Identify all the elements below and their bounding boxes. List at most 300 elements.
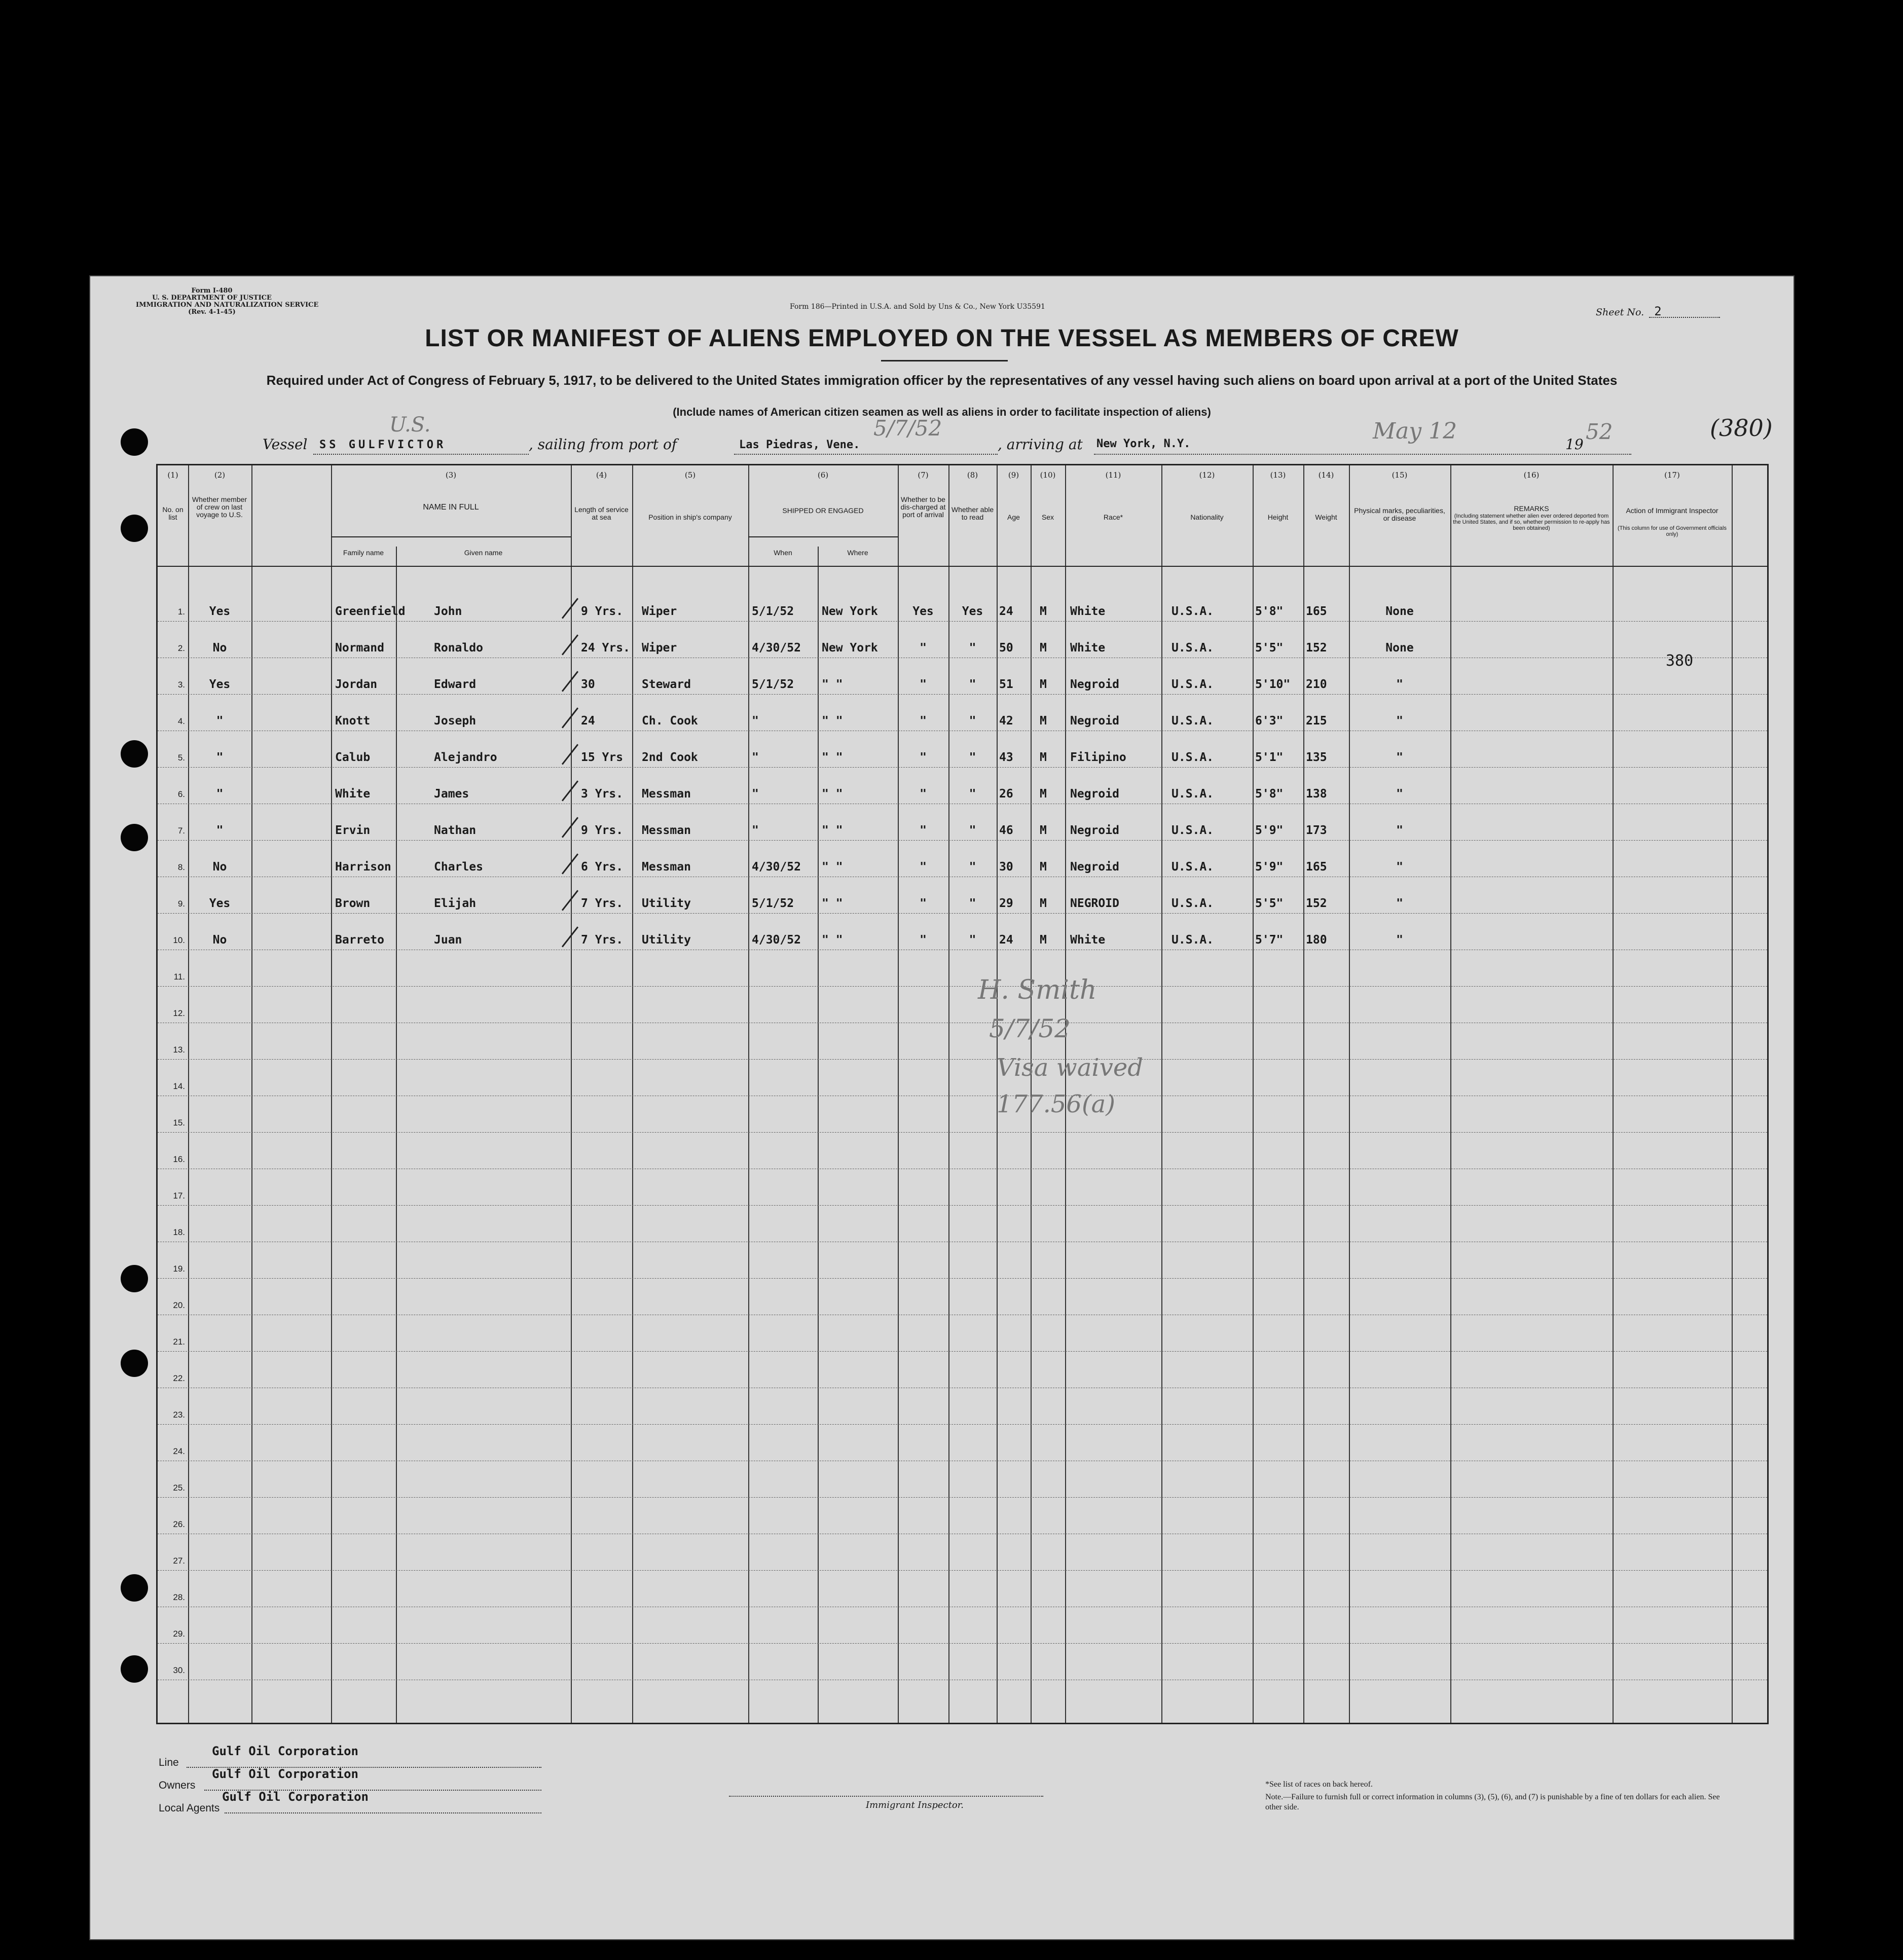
cell-marks: ": [1396, 824, 1403, 837]
col-num-2: (2): [214, 470, 226, 480]
cell-height: 5'9": [1255, 824, 1284, 837]
cell-weight: 215: [1306, 714, 1327, 728]
cell-height: 6'3": [1255, 714, 1284, 728]
cell-when: ": [752, 751, 759, 764]
cell-service: 6 Yrs.: [581, 860, 624, 874]
row-rule: [158, 694, 1767, 695]
cell-position: Messman: [642, 860, 691, 874]
row-rule: [158, 1497, 1767, 1498]
row-rule: [158, 1643, 1767, 1644]
row-number: 29.: [173, 1629, 185, 1639]
cell-marks: ": [1396, 897, 1403, 910]
cell-prev: ": [216, 787, 224, 801]
row-number: 8.: [177, 862, 185, 872]
cell-discharged: ": [920, 824, 927, 837]
cell-when: ": [752, 824, 759, 837]
row-number: 10.: [173, 935, 185, 945]
form-number: Form I-480: [191, 287, 233, 295]
col-header-where: Where: [847, 549, 868, 557]
port-to: New York, N.Y.: [1096, 438, 1191, 450]
cell-where: " ": [822, 751, 843, 764]
col-header-height: Height: [1267, 513, 1289, 521]
cell-service: 24 Yrs.: [581, 641, 630, 655]
cell-where: " ": [822, 860, 843, 874]
cell-position: Messman: [642, 824, 691, 837]
cell-weight: 152: [1306, 641, 1327, 655]
col-header-sex: Sex: [1041, 513, 1054, 521]
col-num-1: (1): [167, 470, 178, 480]
cell-when: 4/30/52: [752, 641, 801, 655]
cell-discharged: ": [920, 678, 927, 691]
col-header-previous-voyage: Whether member of crew on last voyage to U.S.: [192, 495, 247, 519]
tick-mark: [562, 598, 578, 619]
cell-age: 24: [999, 933, 1013, 947]
cell-given: Alejandro: [434, 751, 497, 764]
row-rule: [158, 877, 1767, 878]
cell-read: ": [969, 751, 976, 764]
col-header-action-note: (This column for use of Government officials only): [1618, 525, 1727, 537]
col-num-4: (4): [596, 470, 607, 480]
row-number: 27.: [173, 1556, 185, 1566]
cell-service: 3 Yrs.: [581, 787, 624, 801]
cell-sex: M: [1040, 860, 1047, 874]
row-rule: [158, 1132, 1767, 1133]
cell-marks: ": [1396, 714, 1403, 728]
cell-service: 9 Yrs.: [581, 605, 624, 618]
col-num-10: (10): [1040, 470, 1056, 480]
footer-races-note: *See list of races on back hereof.: [1265, 1780, 1373, 1789]
col-header-position: Position in ship's company: [648, 513, 732, 521]
cell-weight: 152: [1306, 897, 1327, 910]
cell-age: 43: [999, 751, 1013, 764]
cell-read: ": [969, 787, 976, 801]
row-rule: [158, 986, 1767, 987]
tick-mark: [562, 707, 578, 728]
row-rule: [158, 1461, 1767, 1462]
cell-read: Yes: [962, 605, 983, 618]
cell-position: Messman: [642, 787, 691, 801]
cell-family: Harrison: [335, 860, 391, 874]
cell-family: Knott: [335, 714, 371, 728]
inspector-mark: 380: [1666, 652, 1694, 670]
cell-nationality: U.S.A.: [1172, 824, 1214, 837]
cell-race: White: [1070, 933, 1106, 947]
cell-family: Calub: [335, 751, 371, 764]
cell-where: " ": [822, 824, 843, 837]
cell-where: " ": [822, 933, 843, 947]
hand-visa-note: Visa waived: [997, 1054, 1143, 1082]
row-number: 7.: [177, 826, 185, 836]
cell-marks: None: [1385, 641, 1414, 655]
hand-regulation: 177.56(a): [997, 1090, 1116, 1118]
cell-marks: ": [1396, 933, 1403, 947]
row-number: 30.: [173, 1665, 185, 1675]
row-rule: [158, 1205, 1767, 1206]
vessel-label: Vessel: [263, 436, 308, 453]
row-number: 13.: [173, 1045, 185, 1055]
binder-hole: [121, 740, 148, 768]
row-number: 25.: [173, 1483, 185, 1493]
row-number: 22.: [173, 1373, 185, 1383]
cell-height: 5'10": [1255, 678, 1291, 691]
cell-height: 5'1": [1255, 751, 1284, 764]
cell-height: 5'8": [1255, 787, 1284, 801]
col-num-12: (12): [1199, 470, 1215, 480]
binder-hole: [121, 1655, 148, 1683]
row-number: 21.: [173, 1337, 185, 1347]
cell-prev: ": [216, 751, 224, 764]
cell-nationality: U.S.A.: [1172, 714, 1214, 728]
cell-service: 30: [581, 678, 595, 691]
cell-when: ": [752, 787, 759, 801]
cell-nationality: U.S.A.: [1172, 678, 1214, 691]
year-prefix: 19: [1565, 436, 1584, 453]
row-number: 23.: [173, 1410, 185, 1420]
tick-mark: [562, 817, 578, 838]
footer-line-value: Gulf Oil Corporation: [212, 1744, 358, 1758]
cell-race: White: [1070, 605, 1106, 618]
cell-when: 5/1/52: [752, 897, 794, 910]
cell-family: Barreto: [335, 933, 384, 947]
col-header-name: NAME IN FULL: [423, 503, 479, 512]
cell-marks: ": [1396, 751, 1403, 764]
cell-nationality: U.S.A.: [1172, 933, 1214, 947]
col-num-15: (15): [1392, 470, 1408, 480]
cell-height: 5'5": [1255, 897, 1284, 910]
cell-age: 42: [999, 714, 1013, 728]
cell-when: 4/30/52: [752, 933, 801, 947]
row-number: 17.: [173, 1191, 185, 1201]
col-num-6: (6): [817, 470, 829, 480]
col-header-service: Length of service at sea: [574, 505, 629, 521]
row-rule: [158, 1388, 1767, 1389]
cell-prev: No: [212, 933, 227, 947]
cell-race: NEGROID: [1070, 897, 1119, 910]
row-number: 26.: [173, 1519, 185, 1529]
tick-mark: [562, 890, 578, 911]
row-number: 14.: [173, 1081, 185, 1091]
cell-prev: Yes: [209, 678, 231, 691]
col-header-family-name: Family name: [343, 549, 384, 557]
binder-hole: [121, 1265, 148, 1292]
cell-read: ": [969, 824, 976, 837]
cell-discharged: Yes: [912, 605, 934, 618]
form-identifier: [136, 287, 319, 316]
cell-discharged: ": [920, 641, 927, 655]
cell-prev: Yes: [209, 605, 231, 618]
cell-when: 5/1/52: [752, 678, 794, 691]
cell-family: White: [335, 787, 371, 801]
hand-arrival-date: May 12: [1373, 418, 1457, 444]
cell-where: New York: [822, 641, 878, 655]
row-rule: [158, 621, 1767, 622]
cell-marks: ": [1396, 787, 1403, 801]
port-from: Las Piedras, Vene.: [739, 439, 860, 451]
binder-hole: [121, 1574, 148, 1602]
cell-age: 26: [999, 787, 1013, 801]
col-num-14: (14): [1318, 470, 1334, 480]
cell-discharged: ": [920, 860, 927, 874]
cell-position: Wiper: [642, 605, 677, 618]
tick-mark: [562, 671, 578, 692]
cell-prev: ": [216, 824, 224, 837]
cell-given: Juan: [434, 933, 462, 947]
row-number: 6.: [177, 789, 185, 799]
row-number: 19.: [173, 1264, 185, 1274]
cell-nationality: U.S.A.: [1172, 860, 1214, 874]
footer-owners-label: Owners: [159, 1780, 196, 1791]
cell-race: Negroid: [1070, 787, 1119, 801]
col-num-8: (8): [967, 470, 978, 480]
col-header-physical-marks: Physical marks, peculiarities, or disease: [1354, 506, 1445, 522]
department: U. S. DEPARTMENT OF JUSTICE: [152, 294, 272, 302]
binder-hole: [121, 428, 148, 456]
row-rule: [158, 1424, 1767, 1425]
tick-mark: [562, 744, 578, 765]
cell-weight: 180: [1306, 933, 1327, 947]
row-number: 18.: [173, 1227, 185, 1237]
binder-hole: [121, 1350, 148, 1377]
hand-year: 52: [1586, 419, 1613, 444]
cell-when: ": [752, 714, 759, 728]
cell-family: Jordan: [335, 678, 378, 691]
manifest-sheet: [90, 276, 1794, 1939]
col-header-age: Age: [1007, 513, 1020, 521]
col-num-7: (7): [918, 470, 929, 480]
hand-inspection-date: 5/7/52: [989, 1014, 1071, 1043]
cell-nationality: U.S.A.: [1172, 641, 1214, 655]
cell-marks: ": [1396, 860, 1403, 874]
col-num-17: (17): [1664, 470, 1680, 480]
cell-race: Filipino: [1070, 751, 1126, 764]
row-rule: [158, 804, 1767, 805]
cell-nationality: U.S.A.: [1172, 897, 1214, 910]
hand-count: (380): [1710, 414, 1773, 442]
col-header-discharged: Whether to be dis-charged at port of arrival: [900, 495, 946, 519]
col-header-remarks: REMARKS: [1514, 504, 1549, 513]
col-header-shipped: SHIPPED OR ENGAGED: [782, 506, 864, 515]
cell-where: " ": [822, 787, 843, 801]
footer-line-label: Line: [159, 1757, 179, 1768]
col-header-when: When: [774, 549, 792, 557]
row-number: 5.: [177, 753, 185, 763]
hand-inspector-name: H. Smith: [978, 975, 1097, 1005]
row-rule: [158, 1315, 1767, 1316]
cell-read: ": [969, 933, 976, 947]
row-rule: [158, 1242, 1767, 1243]
row-rule: [158, 1534, 1767, 1535]
cell-position: 2nd Cook: [642, 751, 698, 764]
cell-given: Charles: [434, 860, 483, 874]
cell-discharged: ": [920, 714, 927, 728]
cell-given: John: [434, 605, 462, 618]
col-num-3: (3): [445, 470, 457, 480]
cell-weight: 165: [1306, 605, 1327, 618]
document-subtitle: Required under Act of Congress of February 5, 1917, to be delivered to the United States immigration officer by the representatives of any vessel having such aliens on board upon arrival at a port of the United States: [266, 373, 1618, 388]
cell-prev: No: [212, 860, 227, 874]
cell-race: Negroid: [1070, 678, 1119, 691]
cell-sex: M: [1040, 641, 1047, 655]
row-rule: [158, 767, 1767, 768]
tick-mark: [562, 780, 578, 801]
row-number: 1.: [177, 607, 185, 616]
cell-family: Brown: [335, 897, 371, 910]
row-rule: [158, 1351, 1767, 1352]
row-number: 12.: [173, 1008, 185, 1018]
row-rule: [158, 950, 1767, 951]
cell-weight: 165: [1306, 860, 1327, 874]
cell-service: 7 Yrs.: [581, 897, 624, 910]
cell-service: 9 Yrs.: [581, 824, 624, 837]
row-number: 9.: [177, 899, 185, 909]
document-title: LIST OR MANIFEST OF ALIENS EMPLOYED ON THE VESSEL AS MEMBERS OF CREW: [425, 325, 1459, 352]
cell-nationality: U.S.A.: [1172, 605, 1214, 618]
cell-when: 5/1/52: [752, 605, 794, 618]
cell-sex: M: [1040, 933, 1047, 947]
revision: (Rev. 4-1-45): [188, 308, 236, 316]
cell-weight: 173: [1306, 824, 1327, 837]
row-number: 16.: [173, 1154, 185, 1164]
row-number: 11.: [173, 972, 185, 982]
col-header-remarks-note: (Including statement whether alien ever ordered deported from the United States, and if so, whether permission to re-apply has been obtained): [1453, 513, 1610, 531]
row-number: 20.: [173, 1300, 185, 1310]
cell-race: Negroid: [1070, 860, 1119, 874]
hand-sail-date: 5/7/52: [873, 416, 942, 441]
cell-read: ": [969, 641, 976, 655]
cell-prev: No: [212, 641, 227, 655]
cell-position: Utility: [642, 897, 691, 910]
cell-sex: M: [1040, 714, 1047, 728]
col-header-read: Whether able to read: [951, 505, 994, 521]
cell-discharged: ": [920, 933, 927, 947]
cell-given: Joseph: [434, 714, 477, 728]
cell-height: 5'8": [1255, 605, 1284, 618]
cell-position: Utility: [642, 933, 691, 947]
hand-us: U.S.: [389, 413, 431, 437]
binder-hole: [121, 824, 148, 851]
row-rule: [158, 658, 1767, 659]
col-header-given-name: Given name: [464, 549, 503, 557]
row-rule: [158, 1680, 1767, 1681]
printer-note: Form 186—Printed in U.S.A. and Sold by Uns & Co., New York U35591: [790, 303, 1045, 311]
cell-age: 51: [999, 678, 1013, 691]
footer-fine-note: Note.—Failure to furnish full or correct information in columns (3), (5), (6), and (7) is punishable by a fine of ten dollars for each alien. See other side.: [1265, 1793, 1720, 1811]
cell-marks: None: [1385, 605, 1414, 618]
cell-nationality: U.S.A.: [1172, 751, 1214, 764]
cell-service: 15 Yrs: [581, 751, 624, 764]
row-number: 24.: [173, 1446, 185, 1456]
cell-read: ": [969, 714, 976, 728]
cell-given: Nathan: [434, 824, 477, 837]
row-rule: [158, 1607, 1767, 1608]
col-header-race: Race*: [1103, 513, 1123, 521]
row-number: 4.: [177, 716, 185, 726]
cell-marks: ": [1396, 678, 1403, 691]
cell-given: James: [434, 787, 469, 801]
cell-sex: M: [1040, 897, 1047, 910]
sailing-label: , sailing from port of: [529, 436, 677, 453]
cell-service: 7 Yrs.: [581, 933, 624, 947]
col-header-weight: Weight: [1315, 513, 1337, 521]
cell-read: ": [969, 897, 976, 910]
cell-family: Greenfield: [335, 605, 406, 618]
cell-age: 29: [999, 897, 1013, 910]
cell-given: Ronaldo: [434, 641, 483, 655]
cell-race: Negroid: [1070, 824, 1119, 837]
tick-mark: [562, 853, 578, 874]
cell-discharged: ": [920, 897, 927, 910]
crew-table: [156, 464, 1769, 1724]
cell-nationality: U.S.A.: [1172, 787, 1214, 801]
row-number: 3.: [177, 680, 185, 689]
cell-family: Ervin: [335, 824, 371, 837]
col-header-no: No. on list: [162, 505, 184, 521]
cell-race: White: [1070, 641, 1106, 655]
cell-position: Steward: [642, 678, 691, 691]
col-header-action: Action of Immigrant Inspector: [1626, 506, 1718, 515]
cell-height: 5'9": [1255, 860, 1284, 874]
row-rule: [158, 913, 1767, 914]
cell-weight: 135: [1306, 751, 1327, 764]
tick-mark: [562, 926, 578, 947]
cell-discharged: ": [920, 751, 927, 764]
col-num-5: (5): [684, 470, 696, 480]
service: IMMIGRATION AND NATURALIZATION SERVICE: [136, 301, 319, 309]
arriving-label: , arriving at: [998, 436, 1083, 453]
cell-family: Normand: [335, 641, 384, 655]
cell-where: " ": [822, 897, 843, 910]
cell-where: New York: [822, 605, 878, 618]
cell-sex: M: [1040, 605, 1047, 618]
cell-age: 30: [999, 860, 1013, 874]
cell-sex: M: [1040, 678, 1047, 691]
cell-service: 24: [581, 714, 595, 728]
cell-when: 4/30/52: [752, 860, 801, 874]
cell-prev: ": [216, 714, 224, 728]
cell-age: 24: [999, 605, 1013, 618]
row-rule: [158, 1023, 1767, 1024]
row-rule: [158, 1169, 1767, 1170]
row-number: 28.: [173, 1592, 185, 1602]
row-number: 2.: [177, 643, 185, 653]
sheet-number-value: 2: [1654, 304, 1662, 318]
cell-prev: Yes: [209, 897, 231, 910]
cell-sex: M: [1040, 787, 1047, 801]
document-subtitle-note: (Include names of American citizen seamen as well as aliens in order to facilitate inspection of aliens): [673, 406, 1211, 418]
cell-weight: 138: [1306, 787, 1327, 801]
cell-age: 46: [999, 824, 1013, 837]
footer-agents-label: Local Agents: [159, 1802, 220, 1814]
title-rule: [881, 360, 1008, 361]
tick-mark: [562, 634, 578, 655]
sheet-number: [1596, 304, 1662, 318]
row-rule: [158, 1278, 1767, 1279]
row-rule: [158, 1570, 1767, 1571]
inspector-signature-label: Immigrant Inspector.: [866, 1800, 964, 1810]
cell-discharged: ": [920, 787, 927, 801]
cell-weight: 210: [1306, 678, 1327, 691]
col-num-16: (16): [1523, 470, 1540, 480]
cell-race: Negroid: [1070, 714, 1119, 728]
row-rule: [158, 840, 1767, 841]
col-num-13: (13): [1270, 470, 1286, 480]
vessel-name: SS GULFVICTOR: [319, 439, 447, 451]
cell-where: " ": [822, 678, 843, 691]
cell-age: 50: [999, 641, 1013, 655]
cell-height: 5'7": [1255, 933, 1284, 947]
row-rule: [158, 1059, 1767, 1060]
footer-agents-value: Gulf Oil Corporation: [222, 1790, 369, 1804]
